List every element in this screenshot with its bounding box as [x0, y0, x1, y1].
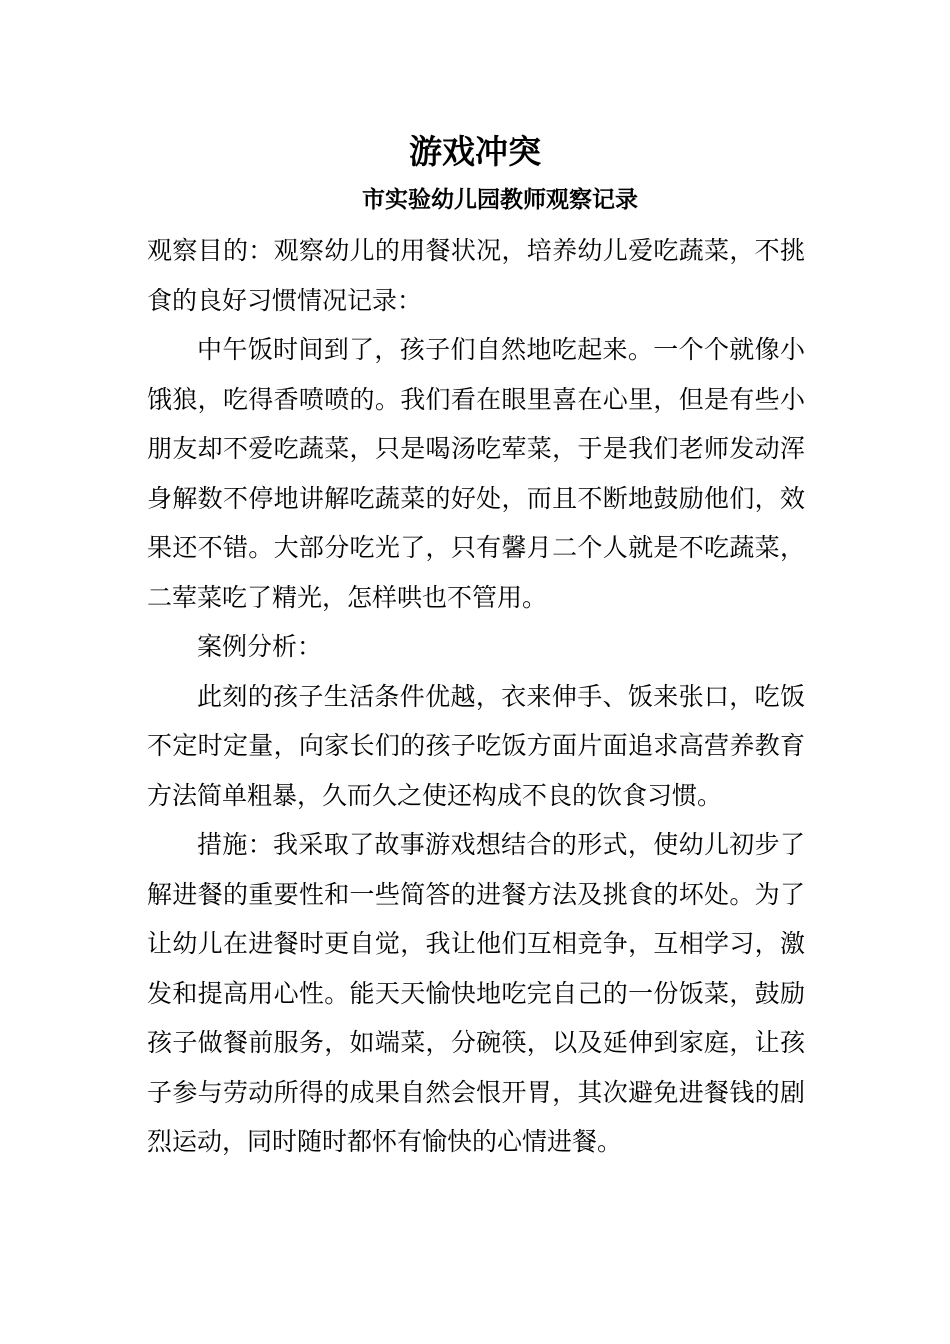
document-subtitle: 市实验幼儿园教师观察记录 — [362, 187, 638, 213]
paragraph-observation: 中午饭时间到了，孩子们自然地吃起来。一个个就像小饿狼，吃得香喷喷的。我们看在眼里喜在心里，但是有些小朋友却不爱吃蔬菜，只是喝汤吃荤菜，于是我们老师发动浑身解数不停地讲解吃蔬菜的好处，而且不断地鼓励他们，效果还不错。大部分吃光了，只有馨月二个人就是不吃蔬菜，二荤菜吃了精光，怎样哄也不管用。 — [147, 335, 805, 612]
document-title: 游戏冲突 — [409, 132, 541, 171]
paragraph-analysis-heading: 案例分析： — [197, 632, 323, 661]
paragraph-measures: 措施：我采取了故事游戏想结合的形式，使幼儿初步了解进餐的重要性和一些简答的进餐方法及挑食的坏处。为了让幼儿在进餐时更自觉，我让他们互相竞争，互相学习，激发和提高用心性。能天天愉快地吃完自己的一份饭菜，鼓励孩子做餐前服务，如端菜，分碗筷，以及延伸到家庭，让孩子参与劳动所得的成果自然会恨开胃，其次避免进餐钱的剧烈运动，同时随时都怀有愉快的心情进餐。 — [147, 830, 805, 1156]
document-body — [147, 226, 805, 1167]
paragraph-purpose: 观察目的：观察幼儿的用餐状况，培养幼儿爱吃蔬菜，不挑食的良好习惯情况记录： — [147, 236, 805, 315]
paragraph-analysis: 此刻的孩子生活条件优越，衣来伸手、饭来张口，吃饭不定时定量，向家长们的孩子吃饭方面片面追求高营养教育方法简单粗暴，久而久之使还构成不良的饮食习惯。 — [147, 681, 805, 810]
